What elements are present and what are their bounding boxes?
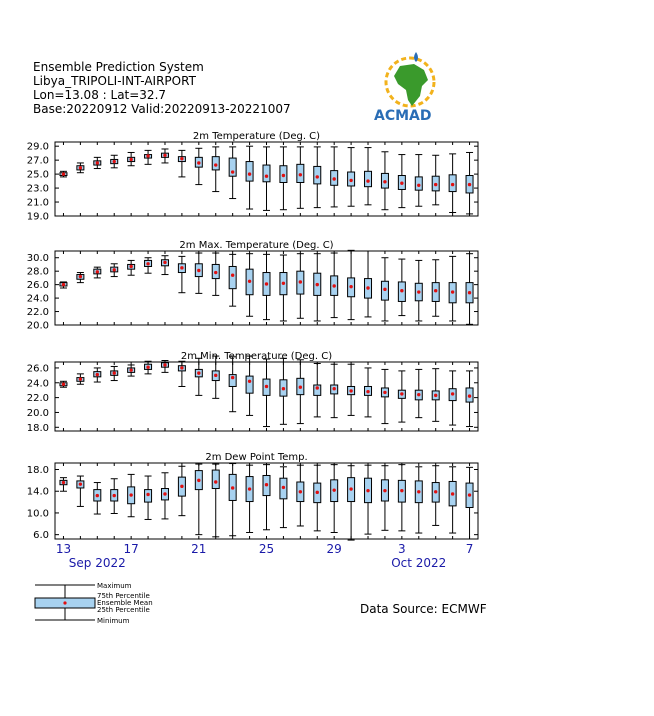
mean-dot xyxy=(62,172,65,175)
mean-dot xyxy=(299,490,302,493)
mean-dot xyxy=(96,373,99,376)
mean-dot xyxy=(332,387,335,390)
y-tick-label: 22.0 xyxy=(26,393,49,405)
header-station: Libya_TRIPOLI-INT-AIRPORT xyxy=(33,74,196,88)
y-tick-label: 18.0 xyxy=(26,465,49,477)
x-month-label: Sep 2022 xyxy=(68,556,126,570)
mean-dot xyxy=(299,386,302,389)
mean-dot xyxy=(299,173,302,176)
mean-dot xyxy=(417,490,420,493)
mean-dot xyxy=(417,184,420,187)
mean-dot xyxy=(248,380,251,383)
x-day-label: 17 xyxy=(123,542,139,556)
mean-dot xyxy=(434,289,437,292)
legend-minimum: Minimum xyxy=(97,617,130,625)
iqr-box xyxy=(246,162,253,182)
legend-maximum: Maximum xyxy=(97,582,132,590)
mean-dot xyxy=(231,486,234,489)
mean-dot xyxy=(316,175,319,178)
iqr-box xyxy=(229,266,236,288)
mean-dot xyxy=(129,368,132,371)
mean-dot xyxy=(146,154,149,157)
mean-dot xyxy=(400,392,403,395)
x-day-label: 13 xyxy=(55,542,72,556)
mean-dot xyxy=(96,270,99,273)
mean-dot xyxy=(265,483,268,486)
mean-dot xyxy=(316,386,319,389)
mean-dot xyxy=(282,174,285,177)
mean-dot xyxy=(451,492,454,495)
mean-dot xyxy=(366,179,369,182)
iqr-box xyxy=(415,177,422,190)
legend-mean-dot xyxy=(63,601,66,604)
mean-dot xyxy=(62,283,65,286)
y-tick-label: 20.0 xyxy=(26,407,49,419)
mean-dot xyxy=(400,489,403,492)
mean-dot xyxy=(434,394,437,397)
mean-dot xyxy=(197,161,200,164)
y-tick-label: 21.0 xyxy=(26,197,49,209)
iqr-box xyxy=(212,470,219,488)
mean-dot xyxy=(265,385,268,388)
mean-dot xyxy=(231,274,234,277)
logo-text: ACMAD xyxy=(374,108,432,124)
mean-dot xyxy=(265,282,268,285)
mean-dot xyxy=(113,160,116,163)
mean-dot xyxy=(417,393,420,396)
y-tick-label: 24.0 xyxy=(26,378,49,390)
mean-dot xyxy=(146,493,149,496)
mean-dot xyxy=(248,172,251,175)
mean-dot xyxy=(129,158,132,161)
x-month-label: Oct 2022 xyxy=(391,556,447,570)
mean-dot xyxy=(197,371,200,374)
mean-dot xyxy=(96,494,99,497)
mean-dot xyxy=(332,284,335,287)
legend xyxy=(33,580,173,626)
panel-title: 2m Temperature (Deg. C) xyxy=(192,131,321,142)
y-tick-label: 6.0 xyxy=(33,530,49,542)
mean-dot xyxy=(349,389,352,392)
mean-dot xyxy=(468,394,471,397)
x-day-label: 7 xyxy=(465,542,474,556)
mean-dot xyxy=(113,494,116,497)
mean-dot xyxy=(180,366,183,369)
y-tick-label: 27.0 xyxy=(26,155,49,167)
mean-dot xyxy=(248,487,251,490)
mean-dot xyxy=(180,266,183,269)
mean-dot xyxy=(349,179,352,182)
mean-dot xyxy=(265,175,268,178)
mean-dot xyxy=(180,157,183,160)
mean-dot xyxy=(163,154,166,157)
mean-dot xyxy=(248,280,251,283)
mean-dot xyxy=(468,493,471,496)
mean-dot xyxy=(383,391,386,394)
legend-mean: Ensemble Mean xyxy=(97,599,153,607)
mean-dot xyxy=(231,376,234,379)
mean-dot xyxy=(146,262,149,265)
mean-dot xyxy=(316,491,319,494)
mean-dot xyxy=(62,383,65,386)
y-tick-label: 24.0 xyxy=(26,293,49,305)
mean-dot xyxy=(349,487,352,490)
mean-dot xyxy=(163,492,166,495)
mean-dot xyxy=(79,482,82,485)
header-title: Ensemble Prediction System xyxy=(33,60,204,74)
mean-dot xyxy=(79,377,82,380)
mean-dot xyxy=(434,490,437,493)
mean-dot xyxy=(197,479,200,482)
mean-dot xyxy=(383,489,386,492)
mean-dot xyxy=(163,261,166,264)
header-coordinates: Lon=13.08 : Lat=32.7 xyxy=(33,88,167,102)
mean-dot xyxy=(468,183,471,186)
mean-dot xyxy=(197,269,200,272)
iqr-box xyxy=(263,165,270,182)
x-day-label: 3 xyxy=(398,542,406,556)
mean-dot xyxy=(332,177,335,180)
mean-dot xyxy=(96,161,99,164)
panel-title: 2m Max. Temperature (Deg. C) xyxy=(179,240,334,251)
mean-dot xyxy=(214,271,217,274)
mean-dot xyxy=(434,183,437,186)
mean-dot xyxy=(400,289,403,292)
mean-dot xyxy=(231,170,234,173)
y-tick-label: 29.0 xyxy=(26,141,49,153)
panel-title: 2m Min. Temperature (Deg. C) xyxy=(180,351,333,362)
mean-dot xyxy=(79,166,82,169)
mean-dot xyxy=(163,363,166,366)
mean-dot xyxy=(366,286,369,289)
mean-dot xyxy=(383,288,386,291)
mean-dot xyxy=(282,486,285,489)
mean-dot xyxy=(332,488,335,491)
mean-dot xyxy=(113,268,116,271)
iqr-box xyxy=(212,157,219,170)
mean-dot xyxy=(214,163,217,166)
mean-dot xyxy=(180,485,183,488)
mean-dot xyxy=(400,181,403,184)
y-tick-label: 10.0 xyxy=(26,508,49,520)
legend-p75: 75th Percentile xyxy=(97,592,150,600)
y-tick-label: 22.0 xyxy=(26,307,49,319)
iqr-box xyxy=(314,166,321,183)
y-tick-label: 19.0 xyxy=(26,211,49,223)
iqr-box xyxy=(365,171,372,186)
mean-dot xyxy=(146,365,149,368)
x-day-label: 21 xyxy=(191,542,207,556)
mean-dot xyxy=(366,489,369,492)
x-day-label: 25 xyxy=(258,542,275,556)
mean-dot xyxy=(316,283,319,286)
y-tick-label: 26.0 xyxy=(26,363,49,375)
mean-dot xyxy=(62,481,65,484)
mean-dot xyxy=(113,371,116,374)
mean-dot xyxy=(366,390,369,393)
panel-title: 2m Dew Point Temp. xyxy=(205,452,308,463)
mean-dot xyxy=(468,291,471,294)
mean-dot xyxy=(451,392,454,395)
y-tick-label: 23.0 xyxy=(26,183,49,195)
x-day-label: 29 xyxy=(326,542,342,556)
mean-dot xyxy=(451,183,454,186)
mean-dot xyxy=(282,387,285,390)
y-tick-label: 25.0 xyxy=(26,169,49,181)
legend-p25: 25th Percentile xyxy=(97,606,150,614)
mean-dot xyxy=(214,480,217,483)
y-tick-label: 14.0 xyxy=(26,486,49,498)
mean-dot xyxy=(299,280,302,283)
data-source: Data Source: ECMWF xyxy=(360,602,487,616)
header-base-valid: Base:20220912 Valid:20220913-20221007 xyxy=(33,102,291,116)
mean-dot xyxy=(129,493,132,496)
mean-dot xyxy=(349,285,352,288)
mean-dot xyxy=(383,180,386,183)
mean-dot xyxy=(451,290,454,293)
y-tick-label: 18.0 xyxy=(26,422,49,434)
mean-dot xyxy=(129,265,132,268)
mean-dot xyxy=(79,275,82,278)
y-tick-label: 28.0 xyxy=(26,266,49,278)
y-tick-label: 20.0 xyxy=(26,320,49,332)
mean-dot xyxy=(417,290,420,293)
mean-dot xyxy=(282,282,285,285)
mean-dot xyxy=(214,374,217,377)
y-tick-label: 30.0 xyxy=(26,253,49,265)
y-tick-label: 26.0 xyxy=(26,280,49,292)
iqr-box xyxy=(246,376,253,393)
